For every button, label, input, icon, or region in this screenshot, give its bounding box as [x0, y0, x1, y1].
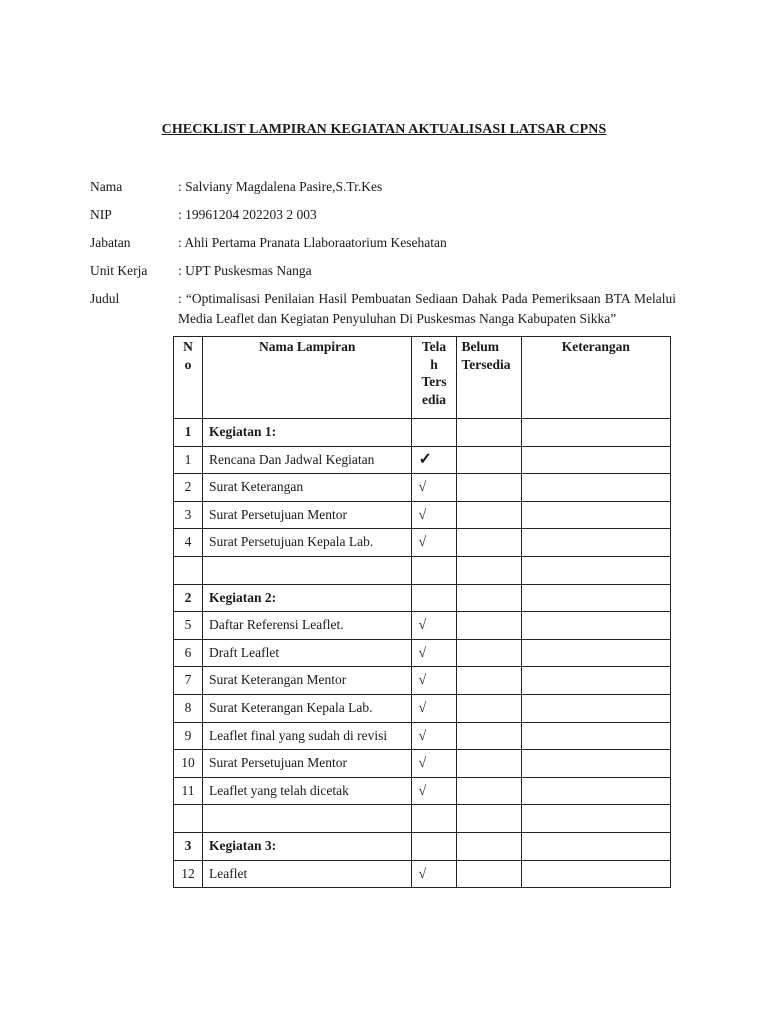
section-title: Kegiatan 1:	[203, 419, 412, 447]
unit-kerja-value: : UPT Puskesmas Nanga	[178, 263, 312, 278]
telah-tersedia-cell	[412, 529, 456, 557]
table-row	[174, 722, 671, 750]
telah-tersedia-cell	[412, 584, 456, 612]
keterangan-cell	[521, 722, 670, 750]
judul-label: Judul	[90, 291, 120, 306]
checkmark-icon: √	[418, 618, 427, 634]
row-number: 1	[174, 446, 203, 474]
row-number: 11	[174, 777, 203, 805]
checkmark-icon: √	[418, 728, 427, 744]
lampiran-name: Surat Keterangan Kepala Lab.	[203, 694, 412, 722]
telah-tersedia-cell	[412, 446, 456, 474]
keterangan-cell	[521, 805, 670, 833]
telah-tersedia-cell	[412, 832, 456, 860]
telah-tersedia-cell	[412, 805, 456, 833]
nip-value: : 19961204 202203 2 003	[178, 207, 317, 222]
header-keterangan: Keterangan	[521, 337, 670, 419]
belum-tersedia-cell	[456, 556, 521, 584]
row-number: 10	[174, 750, 203, 778]
table-row	[174, 474, 671, 502]
table-row	[174, 667, 671, 695]
checkmark-icon: √	[418, 480, 427, 496]
telah-tersedia-cell	[412, 419, 456, 447]
belum-tersedia-cell	[456, 832, 521, 860]
section-row	[174, 584, 671, 612]
keterangan-cell	[521, 584, 670, 612]
lampiran-name: Surat Persetujuan Kepala Lab.	[203, 529, 412, 557]
telah-tersedia-cell	[412, 556, 456, 584]
row-number: 2	[174, 584, 203, 612]
header-no	[174, 337, 203, 419]
keterangan-cell	[521, 832, 670, 860]
row-number	[174, 556, 203, 584]
row-number: 2	[174, 474, 203, 502]
belum-tersedia-cell	[456, 694, 521, 722]
header-telah-line4: edia	[421, 391, 446, 407]
keterangan-cell	[521, 667, 670, 695]
checkmark-icon: √	[418, 700, 427, 716]
belum-tersedia-cell	[456, 584, 521, 612]
table-row	[174, 805, 671, 833]
lampiran-name: Draft Leaflet	[203, 639, 412, 667]
checklist-body	[174, 419, 671, 888]
nama-label: Nama	[90, 179, 123, 194]
table-row	[174, 446, 671, 474]
lampiran-name: Rencana Dan Jadwal Kegiatan	[203, 446, 412, 474]
telah-tersedia-cell	[412, 722, 456, 750]
telah-tersedia-cell	[412, 750, 456, 778]
belum-tersedia-cell	[456, 612, 521, 640]
keterangan-cell	[521, 777, 670, 805]
lampiran-name: Surat Persetujuan Mentor	[203, 750, 412, 778]
checkmark-icon: √	[418, 645, 427, 661]
keterangan-cell	[521, 501, 670, 529]
lampiran-name: Leaflet yang telah dicetak	[203, 777, 412, 805]
document-title: CHECKLIST LAMPIRAN KEGIATAN AKTUALISASI LATSAR CPNS	[161, 122, 607, 137]
section-row	[174, 832, 671, 860]
nip-label: NIP	[90, 207, 112, 222]
table-row	[174, 556, 671, 584]
row-number: 3	[174, 832, 203, 860]
lampiran-name: Leaflet final yang sudah di revisi	[203, 722, 412, 750]
lampiran-name: Leaflet	[203, 860, 412, 888]
header-belum-line2: Tersedia	[461, 356, 511, 372]
section-title: Kegiatan 2:	[203, 584, 412, 612]
table-row	[174, 694, 671, 722]
lampiran-name: Surat Keterangan Mentor	[203, 667, 412, 695]
checkmark-icon: √	[418, 866, 427, 882]
belum-tersedia-cell	[456, 474, 521, 502]
table-header-row	[174, 337, 671, 419]
lampiran-name: Surat Persetujuan Mentor	[203, 501, 412, 529]
telah-tersedia-cell	[412, 694, 456, 722]
header-telah-line3: Ters	[421, 374, 447, 389]
belum-tersedia-cell	[456, 419, 521, 447]
table-row	[174, 750, 671, 778]
belum-tersedia-cell	[456, 529, 521, 557]
keterangan-cell	[521, 446, 670, 474]
keterangan-cell	[521, 639, 670, 667]
table-row	[174, 777, 671, 805]
belum-tersedia-cell	[456, 446, 521, 474]
belum-tersedia-cell	[456, 860, 521, 888]
checklist-table	[173, 336, 671, 888]
telah-tersedia-cell	[412, 860, 456, 888]
jabatan-value: : Ahli Pertama Pranata Llaboraatorium Kesehatan	[178, 235, 447, 250]
checkmark-icon: √	[418, 673, 427, 689]
row-number: 1	[174, 419, 203, 447]
header-no-line2: o	[184, 356, 192, 372]
section-title: Kegiatan 3:	[203, 832, 412, 860]
judul-value: : “Optimalisasi Penilaian Hasil Pembuatan Sediaan Dahak Pada Pemeriksaan BTA Melalui Media Leaflet dan Kegiatan Penyuluhan Di Puskesmas Nanga Kabupaten Sikka”	[178, 291, 676, 326]
lampiran-name	[203, 805, 412, 833]
header-belum-line1: Belum	[461, 339, 500, 354]
checkmark-icon: √	[418, 535, 427, 551]
table-row	[174, 860, 671, 888]
header-belum-tersedia	[456, 337, 521, 419]
header-telah-line2: h	[430, 356, 438, 372]
table-row	[174, 612, 671, 640]
row-number: 12	[174, 860, 203, 888]
telah-tersedia-cell	[412, 639, 456, 667]
belum-tersedia-cell	[456, 750, 521, 778]
row-number: 7	[174, 667, 203, 695]
telah-tersedia-cell	[412, 777, 456, 805]
belum-tersedia-cell	[456, 667, 521, 695]
section-row	[174, 419, 671, 447]
header-telah-line1: Tela	[421, 339, 447, 354]
header-no-line1: N	[183, 339, 193, 354]
keterangan-cell	[521, 860, 670, 888]
table-row	[174, 639, 671, 667]
keterangan-cell	[521, 529, 670, 557]
checkmark-icon: ✓	[418, 450, 432, 468]
checkmark-icon: √	[418, 756, 427, 772]
table-row	[174, 501, 671, 529]
keterangan-cell	[521, 419, 670, 447]
telah-tersedia-cell	[412, 501, 456, 529]
telah-tersedia-cell	[412, 612, 456, 640]
keterangan-cell	[521, 694, 670, 722]
nama-value: : Salviany Magdalena Pasire,S.Tr.Kes	[178, 179, 383, 194]
row-number	[174, 805, 203, 833]
header-nama-lampiran: Nama Lampiran	[203, 337, 412, 419]
checkmark-icon: √	[418, 507, 427, 523]
lampiran-name: Surat Keterangan	[203, 474, 412, 502]
row-number: 8	[174, 694, 203, 722]
lampiran-name	[203, 556, 412, 584]
keterangan-cell	[521, 474, 670, 502]
keterangan-cell	[521, 750, 670, 778]
belum-tersedia-cell	[456, 777, 521, 805]
row-number: 4	[174, 529, 203, 557]
keterangan-cell	[521, 612, 670, 640]
keterangan-cell	[521, 556, 670, 584]
jabatan-label: Jabatan	[90, 235, 131, 250]
belum-tersedia-cell	[456, 501, 521, 529]
checkmark-icon: √	[418, 783, 427, 799]
row-number: 3	[174, 501, 203, 529]
row-number: 6	[174, 639, 203, 667]
header-telah-tersedia	[412, 337, 456, 419]
belum-tersedia-cell	[456, 722, 521, 750]
belum-tersedia-cell	[456, 805, 521, 833]
telah-tersedia-cell	[412, 667, 456, 695]
lampiran-name: Daftar Referensi Leaflet.	[203, 612, 412, 640]
telah-tersedia-cell	[412, 474, 456, 502]
unit-kerja-label: Unit Kerja	[90, 263, 148, 278]
table-row	[174, 529, 671, 557]
row-number: 5	[174, 612, 203, 640]
belum-tersedia-cell	[456, 639, 521, 667]
row-number: 9	[174, 722, 203, 750]
